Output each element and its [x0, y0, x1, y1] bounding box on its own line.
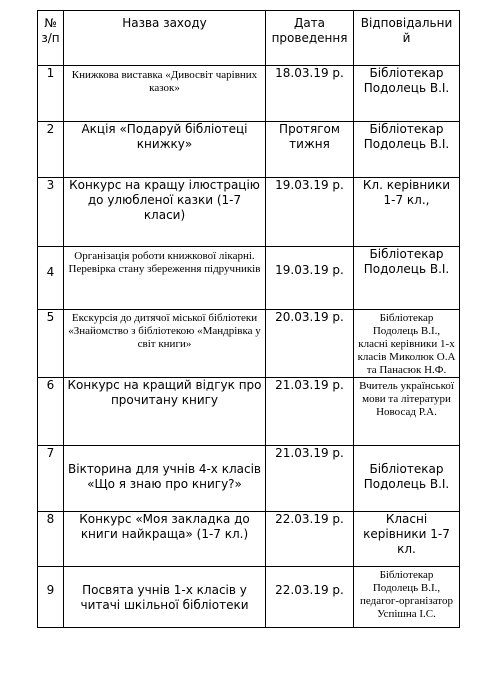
table-row: [38, 567, 460, 628]
row-name: Екскурсія до дитячої міської бібліотеки «Знайомство з бібліотекою «Мандрівка у світ книги»: [64, 310, 266, 378]
header-responsible: Відповідальний: [354, 11, 460, 66]
row-date: 22.03.19 р.: [266, 512, 354, 567]
row-name: Конкурс «Моя закладка до книги найкраща» (1-7 кл.): [64, 512, 266, 567]
row-name: Акція «Подаруй бібліотеці книжку»: [64, 122, 266, 178]
header-num: № з/п: [38, 11, 64, 66]
row-responsible: Вчитель української мови та літератури Новосад Р.А.: [354, 378, 460, 446]
row-num: 7: [38, 446, 64, 512]
table-row: [38, 178, 460, 247]
table-row: [38, 66, 460, 122]
header-date: Дата проведення: [266, 11, 354, 66]
row-name: Книжкова виставка «Дивосвіт чарівних казок»: [64, 66, 266, 122]
row-name: Організація роботи книжкової лікарні. Перевірка стану збереження підручників: [64, 247, 266, 310]
row-date: 22.03.19 р.: [266, 567, 354, 628]
row-name: Посвята учнів 1-х класів у читачі шкільної бібліотеки: [64, 567, 266, 628]
row-responsible: Класні керівники 1-7 кл.: [354, 512, 460, 567]
row-responsible: Бібліотекар Подолець В.І.: [354, 122, 460, 178]
row-date: 19.03.19 р.: [266, 247, 354, 310]
row-date: 21.03.19 р.: [266, 446, 354, 512]
row-name: Конкурс на кращу ілюстрацію до улюбленої казки (1-7 класи): [64, 178, 266, 247]
row-responsible: Бібліотекар Подолець В.І.: [354, 66, 460, 122]
row-num: 2: [38, 122, 64, 178]
header-name: Назва заходу: [64, 11, 266, 66]
row-responsible: Кл. керівники 1-7 кл.,: [354, 178, 460, 247]
row-name: Вікторина для учнів 4-х класів «Що я знаю про книгу?»: [64, 446, 266, 512]
table-row: [38, 446, 460, 512]
table-row: [38, 378, 460, 446]
row-responsible: Бібліотекар Подолець В.І.: [354, 247, 460, 310]
row-num: 6: [38, 378, 64, 446]
row-date: 20.03.19 р.: [266, 310, 354, 378]
row-num: 3: [38, 178, 64, 247]
row-num: 1: [38, 66, 64, 122]
row-date: 21.03.19 р.: [266, 378, 354, 446]
events-table: [37, 10, 460, 628]
table-row: [38, 122, 460, 178]
row-responsible: Бібліотекар Подолець В.І., педагог-організатор Успішна І.С.: [354, 567, 460, 628]
row-date: Протягом тижня: [266, 122, 354, 178]
table-row: [38, 310, 460, 378]
table-header-row: [38, 11, 460, 66]
row-responsible: Бібліотекар Подолець В.І., класні керівники 1-х класів Миколюк О.А та Панасюк Н.Ф.: [354, 310, 460, 378]
row-num: 5: [38, 310, 64, 378]
row-num: 8: [38, 512, 64, 567]
row-name: Конкурс на кращий відгук про прочитану книгу: [64, 378, 266, 446]
table-row: [38, 512, 460, 567]
table-row: [38, 247, 460, 310]
row-responsible: Бібліотекар Подолець В.І.: [354, 446, 460, 512]
row-num: 4: [38, 247, 64, 310]
row-date: 19.03.19 р.: [266, 178, 354, 247]
row-date: 18.03.19 р.: [266, 66, 354, 122]
row-num: 9: [38, 567, 64, 628]
